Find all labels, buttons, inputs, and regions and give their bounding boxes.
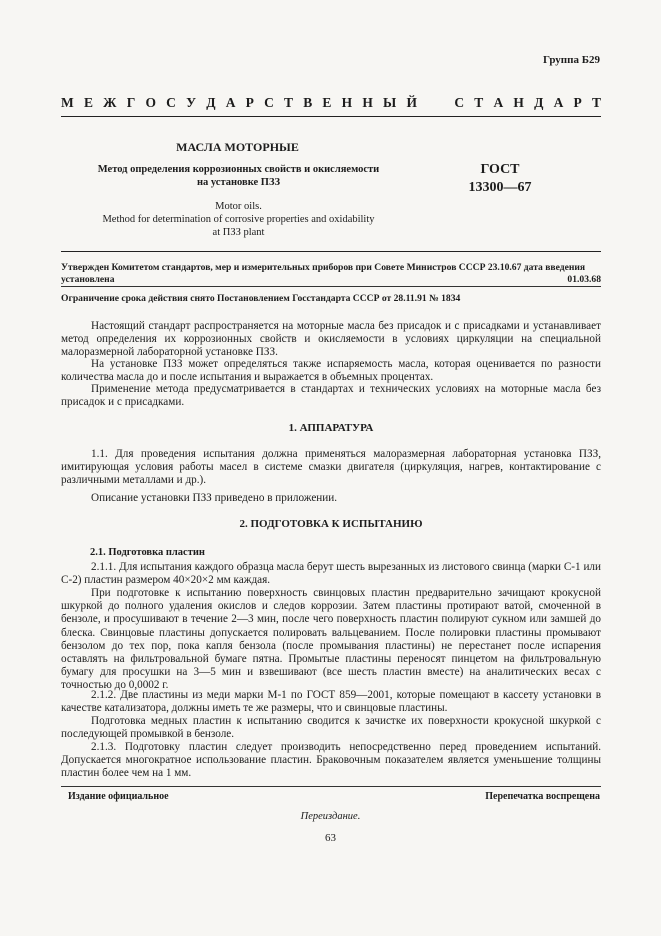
group-code: Группа Б29 <box>543 54 600 66</box>
reissue-note: Переиздание. <box>300 811 361 822</box>
banner-letter <box>441 95 444 111</box>
approval-text: Утвержден Комитетом стандартов, мер и измерительных приборов при Совете Министров СССР 23.10.67 дата введения установлена <box>61 262 586 285</box>
section-paragraph: 2.1.3. Подготовку пластин следует производить непосредственно перед проведением испытаний. Допускается многократное использование пластин. Браковочным показателем является уменьшение толщины пластин более чем на 1 мм. <box>61 741 601 780</box>
approval-rule <box>61 286 601 287</box>
banner-letter: В <box>303 95 313 110</box>
banner-letter: Е <box>322 95 332 110</box>
header-rule <box>61 116 601 117</box>
banner-letter: А <box>493 95 504 110</box>
banner-letter: А <box>553 95 564 110</box>
english-title-line: Motor oils. <box>215 201 262 212</box>
banner-letter <box>427 95 430 111</box>
section-paragraph: Подготовка медных пластин к испытанию сводится к зачистке их поверхности крокусной шкуркой с последующей промывкой в бензоле. <box>61 715 601 741</box>
section-heading: 2. ПОДГОТОВКА К ИСПЫТАНИЮ <box>239 518 423 530</box>
intro-paragraph: На установке ПЗЗ может определяться также испаряемость масла, которая оценивается по разности количества масла до и после испытания и выражается в объемных процентах. <box>61 358 601 384</box>
english-title-line: at ПЗЗ plant <box>212 227 265 238</box>
banner-letter: Д <box>534 95 544 110</box>
subtitle-line: Метод определения коррозионных свойств и окисляемости <box>97 164 380 175</box>
english-title-line: Method for determination of corrosive properties and oxidability <box>102 214 375 225</box>
banner-letter: Г <box>126 95 136 110</box>
gost-label: ГОСТ <box>480 162 520 177</box>
introduction-date: 01.03.68 <box>567 274 601 285</box>
interstate-standard-banner <box>61 95 601 111</box>
intro-paragraph: Применение метода предусматривается в стандартах и технических условиях на моторные масла без присадок и с присадками. <box>61 383 601 409</box>
banner-letter: Н <box>362 95 373 110</box>
section-paragraph: 2.1.1. Для испытания каждого образца масла берут шесть вырезанных из листового свинца (марки С-1 или С-2) пластин размером 40×20×2 мм каждая. <box>61 561 601 587</box>
banner-letter: С <box>264 95 274 110</box>
banner-letter: Р <box>245 95 254 110</box>
section-paragraph: 1.1. Для проведения испытания должна применяться малоразмерная лабораторная установка ПЗЗ, имитирующая условия работы масел в системе смазки двигателя (циркуляция, нагрев, контактирование с различными металлами и др.). <box>61 448 601 487</box>
document-title: МАСЛА МОТОРНЫЕ <box>176 140 299 154</box>
banner-letter: Д <box>206 95 216 110</box>
banner-letter: Ж <box>103 95 117 110</box>
official-edition-label: Издание официальное <box>68 791 169 802</box>
intro-paragraph: Настоящий стандарт распространяется на моторные масла без присадок и с присадками и устанавливает метод определения их коррозионных свойств и окисляемости в условиях циркуляции на специальной малоразмерной лабораторной установке ПЗЗ. <box>61 320 601 359</box>
banner-letter: У <box>186 95 197 110</box>
limitation-note: Ограничение срока действия снято Постановлением Госстандарта СССР от 28.11.91 № 1834 <box>61 293 461 304</box>
footer-rule <box>61 786 601 787</box>
title-rule <box>61 251 601 252</box>
document-subtitle <box>61 163 416 189</box>
section-heading: 1. АППАРАТУРА <box>288 422 374 434</box>
section-paragraph: При подготовке к испытанию поверхность свинцовых пластин предварительно зачищают крокусной шкуркой до полного удаления окислов и следов коррозии. Затем пластины протирают ватой, смоченной в бензоле, и просушивают в течение 2—3 мин, после чего поверхность пластин полируют сукном или замшей до блеска. Свинцовые пластины допускается полировать вальцеванием. После полировки пластины промывают бензолом до тех пор, пока капля бензола (после промывания пластины) не перестанет после испарения оставлять на фильтровальной бумаге пятна. Промытые пластины переносят пинцетом на фильтровальную бумагу для просушки на 3—5 мин и взвешивают (все шесть пластин вместе) на аналитических весах с точностью до 0,0002 г. <box>61 587 601 692</box>
banner-letter: Ы <box>383 95 397 110</box>
banner-letter: Т <box>591 95 601 110</box>
banner-letter: Е <box>83 95 93 110</box>
section-paragraph: Описание установки ПЗЗ приведено в приложении. <box>91 492 338 504</box>
banner-letter: А <box>225 95 236 110</box>
banner-letter: Н <box>513 95 524 110</box>
banner-letter: Н <box>341 95 353 110</box>
banner-letter: Т <box>284 95 294 110</box>
subsection-heading: 2.1. Подготовка пластин <box>90 547 205 558</box>
subtitle-line: на установке ПЗЗ <box>196 177 281 188</box>
reprint-prohibited-label: Перепечатка воспрещена <box>485 791 600 802</box>
banner-letter: О <box>145 95 156 110</box>
banner-letter: С <box>454 95 465 110</box>
english-title <box>61 200 416 239</box>
gost-number: 13300—67 <box>468 180 532 195</box>
section-paragraph: 2.1.2. Две пластины из меди марки М-1 по ГОСТ 859—2001, которые помещают в кассету установки в качестве катализатора, должны иметь те же размеры, что и свинцовые пластины. <box>61 689 601 715</box>
banner-letter: Р <box>573 95 582 110</box>
banner-letter: Т <box>474 95 484 110</box>
banner-letter: Й <box>406 95 417 110</box>
banner-letter: М <box>61 95 74 110</box>
gost-designation <box>455 161 545 197</box>
approval-note <box>61 262 601 286</box>
banner-letter: С <box>166 95 176 110</box>
page-number: 63 <box>325 832 336 844</box>
